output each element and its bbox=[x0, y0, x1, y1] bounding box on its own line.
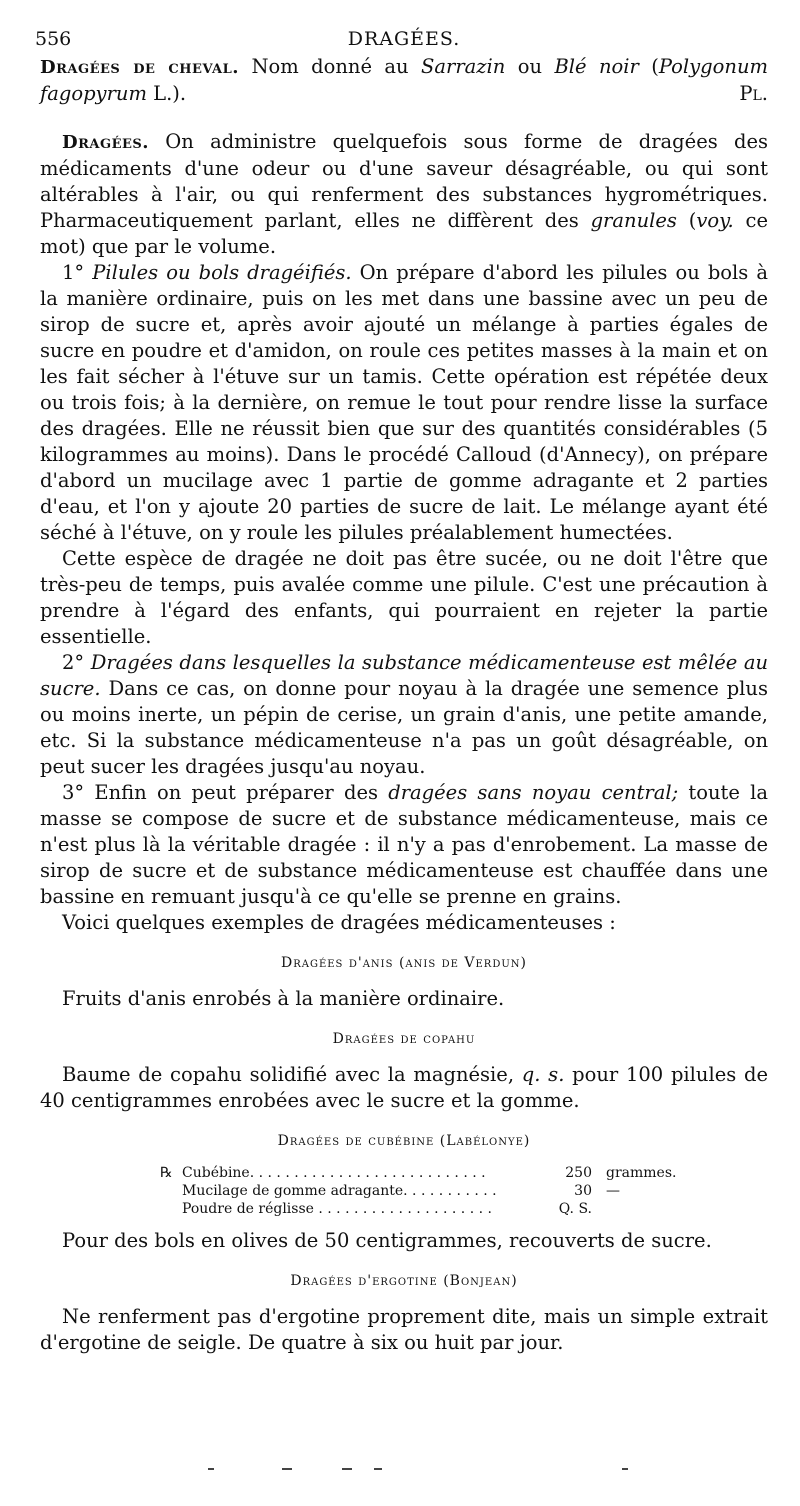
section-title: Dragées dans lesquelles la substance médicamenteuse est mêlée au sucre. bbox=[40, 651, 769, 700]
recipe-symbol: ℞ bbox=[160, 1165, 173, 1181]
entry-headword: Dragées. bbox=[62, 132, 150, 153]
entry-dragees-de-cheval: Dragées de cheval. Nom donné au Sarrazin ou Blé noir (Polygonum fagopyrum L.). Pl. bbox=[40, 55, 768, 105]
section-3: 3° Enfin on peut préparer des dragées sans noyau central; toute la masse se compose de sucre et de substance médicamenteuse, mais ce n'est plus là la véritable dragée : il n'y a pas d'enrobement. La masse de sirop de sucre et de substance médicamenteuse est chauffée dans une bassine en remuant jusqu'à ce qu'elle se prenne en grains. bbox=[40, 781, 768, 908]
quantity: 30 bbox=[574, 1183, 592, 1199]
running-head bbox=[35, 28, 768, 54]
entry-headword: Dragées de cheval. bbox=[40, 57, 240, 78]
recipe-title-anis: Dragées d'anis (anis de Verdun) bbox=[280, 955, 527, 971]
unit: — bbox=[606, 1183, 620, 1199]
section-1: 1° Pilules ou bols dragéifiés. On prépare d'abord les pilules ou bols à la manière ordinaire, puis on les met dans une bassine avec un peu de sirop de sucre et, après avoir ajouté un mélange à parties égales de sucre en poudre et d'amidon, on roule ces petites masses à la main et on les fait sécher à l'étuve sur un tamis. Cette opération est répétée deux ou trois fois; à la dernière, on remue le tout pour rendre lisse la surface des dragées. Elle ne réussit bien que sur des quantités considérables (5 kilogrammes au moins). Dans le procédé Calloud (d'Annecy), on prépare d'abord un mucilage avec 1 partie de gomme adragante et 2 parties d'eau, et l'on y ajoute 20 parties de sucre de lait. Le mélange ayant été séché à l'étuve, on y roule les pilules préalablement humectées. bbox=[40, 261, 768, 544]
print-marks bbox=[0, 1466, 800, 1472]
unit bbox=[606, 1200, 696, 1218]
section-title: Pilules ou bols dragéifiés. bbox=[92, 261, 352, 284]
recipe-title-cubebine: Dragées de cubébine (Labélonye) bbox=[277, 1133, 531, 1149]
recipe-text-cubebine: Pour des bols en olives de 50 centigrammes, recouverts de sucre. bbox=[62, 1229, 712, 1252]
recipe-text-copahu: Baume de copahu solidifié avec la magnésie, q. s. pour 100 pilules de 40 centigrammes enrobées avec le sucre et la gomme. bbox=[40, 1063, 769, 1112]
unit: grammes. bbox=[606, 1165, 677, 1181]
quantity: Q. S. bbox=[558, 1201, 592, 1217]
formula-row bbox=[160, 1164, 768, 1182]
recipe-text-ergotine: Ne renferment pas d'ergotine proprement dite, mais un simple extrait d'ergotine de seigle. De quatre à six ou huit par jour. bbox=[40, 1305, 768, 1354]
recipe-title-ergotine: Dragées d'ergotine (Bonjean) bbox=[290, 1273, 518, 1289]
recipe-title-copahu: Dragées de copahu bbox=[332, 1031, 476, 1047]
ingredient: Mucilage de gomme adragante. . . . . . . . . . . bbox=[182, 1183, 497, 1199]
ingredient: Poudre de réglisse . . . . . . . . . . . . . . . . . . . . bbox=[182, 1201, 492, 1217]
section-2: 2° Dragées dans lesquelles la substance médicamenteuse est mêlée au sucre. Dans ce cas, on donne pour noyau à la dragée une semence plus ou moins inerte, un pépin de cerise, un grain d'anis, une petite amande, etc. Si la substance médicamenteuse n'a pas un goût désagréable, on peut sucer les dragées jusqu'au noyau. bbox=[40, 651, 769, 778]
page bbox=[35, 28, 769, 1356]
section-1-paragraph-2: Cette espèce de dragée ne doit pas être sucée, ou ne doit l'être que très-peu de temps, puis avalée comme une pilule. C'est une précaution à prendre à l'égard des enfants, qui pourraient en rejeter la partie essentielle. bbox=[40, 547, 768, 648]
examples-intro: Voici quelques exemples de dragées médicamenteuses : bbox=[62, 911, 616, 934]
formula-row bbox=[160, 1182, 768, 1200]
formula-row bbox=[160, 1200, 768, 1218]
recipe-formula bbox=[160, 1164, 768, 1218]
entry-dragees-intro: Dragées. On administre quelquefois sous forme de dragées des médicaments d'une odeur ou d'une saveur désagréable, ou qui sont altérables à l'air, ou qui renferment des substances hygrométriques. Pharmaceutiquement parlant, elles ne diffèrent des granules (voy. ce mot) que par le volume. bbox=[40, 130, 768, 258]
recipe-text-anis: Fruits d'anis enrobés à la manière ordinaire. bbox=[62, 987, 505, 1010]
ingredient: Cubébine. . . . . . . . . . . . . . . . . . . . . . . . . . . bbox=[182, 1165, 486, 1181]
quantity: 250 bbox=[565, 1165, 592, 1181]
page-number: 556 bbox=[35, 28, 72, 50]
author-signature: Pl. bbox=[739, 82, 768, 105]
running-title: DRAGÉES. bbox=[347, 28, 461, 50]
